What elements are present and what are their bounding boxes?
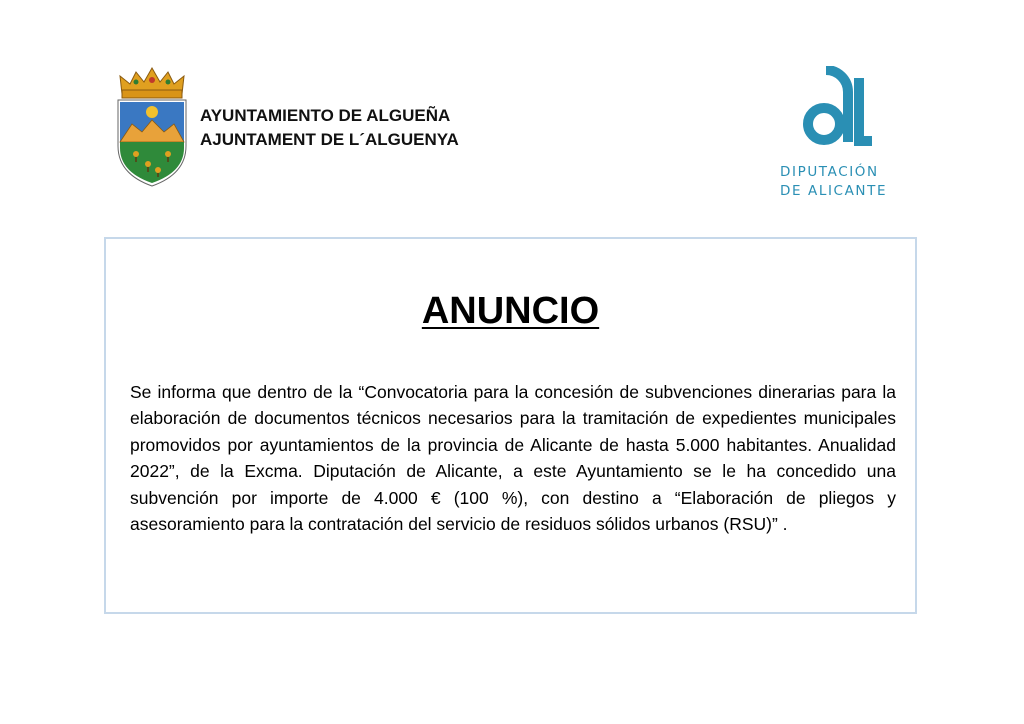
municipality-name-valencian: AJUNTAMENT DE L´ALGUENYA bbox=[200, 130, 459, 149]
notice-box bbox=[104, 237, 917, 614]
diputacion-logo-line2: DE ALICANTE bbox=[780, 183, 888, 199]
notice-title: ANUNCIO bbox=[421, 290, 600, 332]
diputacion-al-logo-icon bbox=[800, 66, 872, 148]
diputacion-logo-line1: DIPUTACIÓN bbox=[780, 164, 879, 180]
coat-of-arms-icon bbox=[112, 66, 192, 188]
municipality-names bbox=[200, 104, 459, 152]
notice-body: Se informa que dentro de la “Convocatoria para la concesión de subvenciones dinerarias para la elaboración de documentos técnicos necesarios para la tramitación de expedientes municipales promovidos por ayuntamientos de la provincia de Alicante de hasta 5.000 habitantes. Anualidad 2022”, de la Excma. Diputación de Alicante, a este Ayuntamiento se le ha concedido una subvención por importe de 4.000 € (100 %), con destino a “Elaboración de pliegos y asesoramiento para la contratación del servicio de residuos sólidos urbanos (RSU)” . bbox=[130, 382, 896, 535]
municipality-name-spanish: AYUNTAMIENTO DE ALGUEÑA bbox=[200, 106, 451, 125]
diputacion-logo bbox=[776, 66, 900, 202]
diputacion-logo-text bbox=[780, 163, 887, 201]
